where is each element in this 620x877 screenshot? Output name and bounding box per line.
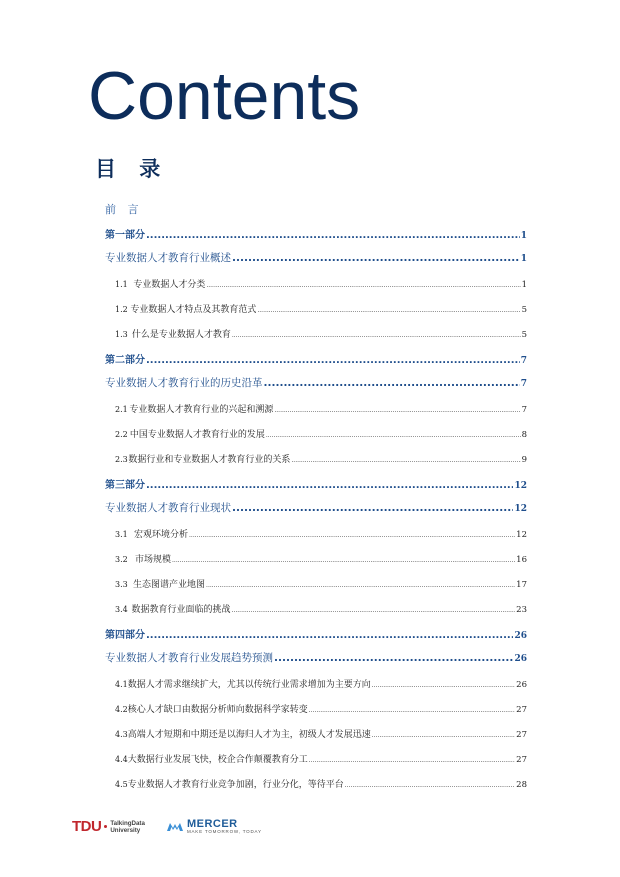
dot-leader bbox=[274, 407, 520, 414]
toc-section-1[interactable] bbox=[105, 250, 527, 265]
toc-page: 27 bbox=[516, 705, 527, 715]
tdu-line-1: TalkingData bbox=[110, 819, 145, 827]
toc-label: 专业数据人才教育行业的兴起和溯源 bbox=[129, 405, 274, 415]
toc-label: 中国专业数据人才教育行业的发展 bbox=[129, 430, 265, 440]
toc-part-2[interactable] bbox=[105, 351, 527, 366]
toc-item-4-4[interactable] bbox=[115, 752, 527, 765]
toc-page: 9 bbox=[521, 455, 527, 465]
toc-label: 专业数据人才特点及其教育范式 bbox=[130, 305, 257, 315]
toc-page: 16 bbox=[516, 555, 527, 565]
dot-leader bbox=[232, 502, 513, 514]
dot-leader bbox=[345, 782, 515, 789]
dot-leader bbox=[232, 252, 520, 264]
toc-label: 第一部分 bbox=[105, 230, 145, 241]
toc-item-3-2[interactable] bbox=[115, 552, 527, 565]
toc-num: 4.1 bbox=[115, 680, 128, 689]
toc-page: 26 bbox=[516, 680, 527, 690]
toc-item-4-1[interactable] bbox=[115, 677, 527, 690]
toc-page: 1 bbox=[521, 280, 527, 290]
tdu-dot-icon bbox=[104, 825, 107, 828]
toc-num: 4.3 bbox=[115, 730, 128, 739]
toc-label: 什么是专业数据人才教育 bbox=[131, 330, 231, 340]
dot-leader bbox=[146, 355, 520, 366]
tdu-mark: TDU bbox=[72, 818, 102, 835]
dot-leader bbox=[291, 457, 520, 464]
toc-page: 8 bbox=[521, 430, 527, 440]
toc-page: 1 bbox=[520, 254, 527, 264]
toc-label: 第四部分 bbox=[105, 630, 145, 641]
mercer-mark-icon bbox=[167, 821, 183, 833]
toc-part-1[interactable] bbox=[105, 226, 527, 241]
toc-page: 12 bbox=[514, 504, 527, 514]
toc-label: 专业数据人才教育行业发展趋势预测 bbox=[105, 652, 273, 664]
tdu-line-2: University bbox=[110, 826, 141, 834]
toc-item-1-3[interactable] bbox=[115, 327, 527, 340]
mercer-tagline: MAKE TOMORROW, TODAY bbox=[186, 828, 262, 834]
toc-item-2-3[interactable] bbox=[115, 452, 527, 465]
toc-label: 数据人才需求继续扩大，尤其以传统行业需求增加为主要方向 bbox=[127, 680, 371, 690]
toc-label: 专业数据人才分类 bbox=[133, 280, 206, 290]
tdu-wordmark bbox=[110, 820, 145, 834]
toc-page: 27 bbox=[516, 755, 527, 765]
toc-item-1-1[interactable] bbox=[115, 277, 527, 290]
dot-leader bbox=[264, 377, 520, 389]
toc-label: 数据行业和专业数据人才教育行业的关系 bbox=[128, 455, 291, 465]
dot-leader bbox=[189, 532, 515, 539]
toc-label: 第三部分 bbox=[105, 480, 145, 491]
toc-item-3-3[interactable] bbox=[115, 577, 527, 590]
toc-page: 27 bbox=[516, 730, 527, 740]
toc-item-4-2[interactable] bbox=[115, 702, 527, 715]
toc-page: 17 bbox=[516, 580, 527, 590]
toc-num: 1.3 bbox=[115, 330, 128, 339]
toc-page: 23 bbox=[516, 605, 527, 615]
toc-part-3[interactable] bbox=[105, 476, 527, 491]
dot-leader bbox=[372, 732, 515, 739]
dot-leader bbox=[257, 307, 520, 314]
toc-item-4-3[interactable] bbox=[115, 727, 527, 740]
toc-num: 3.4 bbox=[115, 605, 128, 614]
toc-num: 4.4 bbox=[115, 755, 128, 764]
dot-leader bbox=[266, 432, 521, 439]
toc-label: 第二部分 bbox=[105, 355, 145, 366]
toc-page: 7 bbox=[521, 405, 527, 415]
dot-leader bbox=[206, 282, 520, 289]
toc-num: 1.1 bbox=[115, 280, 128, 289]
mercer-logo bbox=[167, 819, 262, 835]
toc-num: 1.2 bbox=[115, 305, 128, 314]
toc-num: 4.5 bbox=[115, 780, 128, 789]
toc-label: 专业数据人才教育行业的历史沿革 bbox=[105, 377, 263, 389]
dot-leader bbox=[309, 707, 515, 714]
toc-num: 3.2 bbox=[115, 555, 128, 564]
toc-label: 专业数据人才教育行业概述 bbox=[105, 252, 231, 264]
mercer-wordmark bbox=[187, 819, 262, 835]
dot-leader bbox=[146, 230, 520, 241]
tdu-logo bbox=[72, 818, 145, 835]
toc-label: 专业数据人才教育行业现状 bbox=[105, 502, 231, 514]
toc-preface[interactable]: 前 言 bbox=[105, 203, 143, 216]
toc-num: 4.2 bbox=[115, 705, 128, 714]
mercer-name: MERCER bbox=[186, 817, 238, 830]
toc-page: 5 bbox=[521, 305, 527, 315]
dot-leader bbox=[206, 582, 515, 589]
dot-leader bbox=[146, 480, 513, 491]
toc-label: 宏观环境分析 bbox=[134, 530, 189, 540]
toc-section-3[interactable] bbox=[105, 500, 527, 515]
toc-item-3-4[interactable] bbox=[115, 602, 527, 615]
toc-label: 高端人才短期和中期还是以海归人才为主，初级人才发展迅速 bbox=[127, 730, 371, 740]
dot-leader bbox=[172, 557, 515, 564]
dot-leader bbox=[232, 332, 521, 339]
dot-leader bbox=[309, 757, 515, 764]
toc-section-2[interactable] bbox=[105, 375, 527, 390]
toc-num: 2.1 bbox=[115, 405, 128, 414]
toc-num: 3.3 bbox=[115, 580, 128, 589]
toc-item-3-1[interactable] bbox=[115, 527, 527, 540]
toc-label: 大数据行业发展飞快，校企合作颠覆教育分工 bbox=[127, 755, 308, 765]
page-title-en: Contents bbox=[88, 58, 361, 134]
toc-num: 2.3 bbox=[115, 455, 128, 464]
toc-num: 2.2 bbox=[115, 430, 128, 439]
toc-num: 3.1 bbox=[115, 530, 128, 539]
footer-logos bbox=[72, 818, 262, 835]
toc-item-4-5[interactable] bbox=[115, 777, 527, 790]
toc-page: 7 bbox=[520, 379, 527, 389]
toc-page: 26 bbox=[514, 631, 527, 641]
toc-page: 1 bbox=[520, 231, 527, 241]
toc-page: 28 bbox=[516, 780, 527, 790]
toc-label: 市场规模 bbox=[134, 555, 171, 565]
dot-leader bbox=[274, 652, 513, 664]
toc-label: 数据教育行业面临的挑战 bbox=[131, 605, 231, 615]
toc-page: 12 bbox=[516, 530, 527, 540]
toc-part-4[interactable] bbox=[105, 626, 527, 641]
toc-item-2-1[interactable] bbox=[115, 402, 527, 415]
toc-item-2-2[interactable] bbox=[115, 427, 527, 440]
toc-label: 核心人才缺口由数据分析师向数据科学家转变 bbox=[127, 705, 308, 715]
dot-leader bbox=[146, 630, 513, 641]
toc-item-1-2[interactable] bbox=[115, 302, 527, 315]
toc-label: 生态图谱产业地图 bbox=[133, 580, 206, 590]
toc-label: 专业数据人才教育行业竞争加剧，行业分化，等待平台 bbox=[127, 780, 344, 790]
dot-leader bbox=[372, 682, 515, 689]
page-title-zh: 目 录 bbox=[95, 157, 169, 181]
toc-section-4[interactable] bbox=[105, 650, 527, 665]
toc-page: 7 bbox=[520, 356, 527, 366]
dot-leader bbox=[232, 607, 516, 614]
toc-page: 12 bbox=[514, 481, 527, 491]
toc-page: 5 bbox=[521, 330, 527, 340]
toc-page: 26 bbox=[514, 654, 527, 664]
